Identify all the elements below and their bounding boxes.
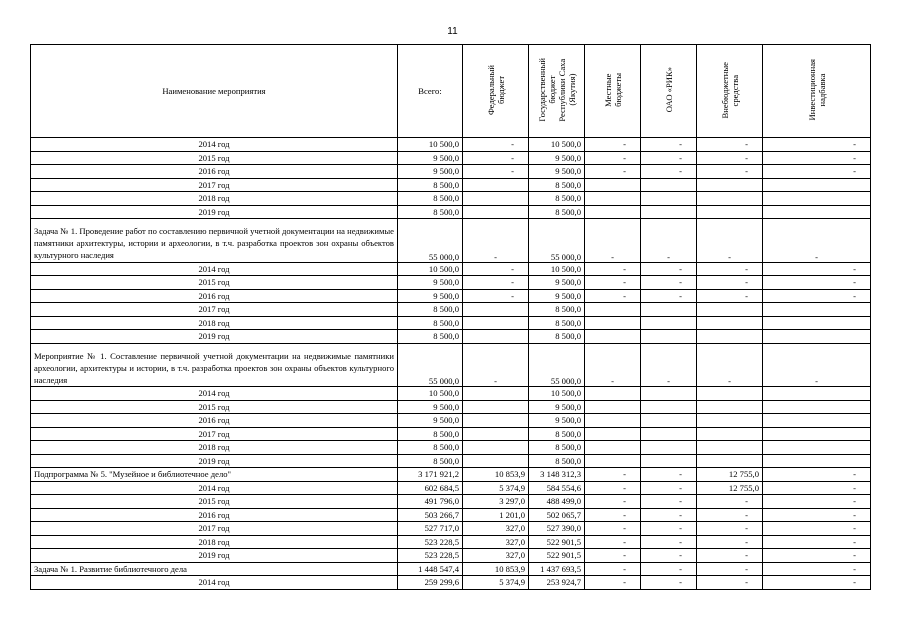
- cell-inv: -: [763, 468, 871, 482]
- cell-rep: 522 901,5: [529, 535, 585, 549]
- cell-off: -: [697, 495, 763, 509]
- cell-total: 10 500,0: [398, 138, 463, 152]
- cell-loc: -: [585, 562, 641, 576]
- cell-fed: 10 853,9: [463, 468, 529, 482]
- cell-total: 8 500,0: [398, 192, 463, 206]
- cell-loc: [585, 330, 641, 344]
- cell-off: -: [697, 522, 763, 536]
- cell-rik: [641, 316, 697, 330]
- cell-off: [697, 330, 763, 344]
- cell-fed: [463, 400, 529, 414]
- row-label: 2018 год: [31, 441, 398, 455]
- cell-rik: -: [641, 276, 697, 290]
- cell-rik: -: [641, 343, 697, 387]
- cell-loc: [585, 427, 641, 441]
- cell-off: -: [697, 535, 763, 549]
- cell-rep: 9 500,0: [529, 151, 585, 165]
- table-row: [31, 387, 871, 401]
- cell-total: 602 684,5: [398, 481, 463, 495]
- cell-fed: -: [463, 151, 529, 165]
- cell-off: [697, 303, 763, 317]
- cell-rep: 8 500,0: [529, 178, 585, 192]
- cell-fed: 327,0: [463, 549, 529, 563]
- row-label: 2017 год: [31, 522, 398, 536]
- cell-fed: -: [463, 262, 529, 276]
- cell-off: -: [697, 508, 763, 522]
- table-row: [31, 427, 871, 441]
- cell-rik: -: [641, 549, 697, 563]
- cell-rik: -: [641, 165, 697, 179]
- table-row: [31, 138, 871, 152]
- cell-rik: -: [641, 481, 697, 495]
- row-label: 2015 год: [31, 495, 398, 509]
- cell-inv: -: [763, 535, 871, 549]
- row-label: 2016 год: [31, 414, 398, 428]
- row-label: 2016 год: [31, 289, 398, 303]
- cell-rep: 8 500,0: [529, 192, 585, 206]
- cell-fed: [463, 414, 529, 428]
- cell-rik: -: [641, 522, 697, 536]
- cell-fed: [463, 205, 529, 219]
- cell-fed: [463, 427, 529, 441]
- row-label: 2017 год: [31, 178, 398, 192]
- cell-rik: -: [641, 576, 697, 590]
- cell-loc: [585, 316, 641, 330]
- cell-loc: -: [585, 289, 641, 303]
- cell-fed: -: [463, 219, 529, 263]
- cell-rep: 10 500,0: [529, 387, 585, 401]
- cell-total: 491 796,0: [398, 495, 463, 509]
- cell-rep: 8 500,0: [529, 330, 585, 344]
- cell-rik: [641, 178, 697, 192]
- budget-table: [30, 44, 871, 590]
- header-offbudget: Внебюджетные средства: [697, 45, 763, 138]
- cell-rik: [641, 454, 697, 468]
- header-invest: Инвестиционная надбавка: [763, 45, 871, 138]
- cell-total: 8 500,0: [398, 427, 463, 441]
- cell-inv: -: [763, 262, 871, 276]
- row-label: 2018 год: [31, 316, 398, 330]
- cell-rik: -: [641, 262, 697, 276]
- cell-inv: -: [763, 562, 871, 576]
- cell-off: [697, 441, 763, 455]
- cell-loc: -: [585, 576, 641, 590]
- cell-total: 259 299,6: [398, 576, 463, 590]
- cell-loc: [585, 387, 641, 401]
- cell-rep: 502 065,7: [529, 508, 585, 522]
- cell-loc: -: [585, 262, 641, 276]
- cell-total: 9 500,0: [398, 289, 463, 303]
- page-number: 11: [447, 26, 458, 37]
- cell-off: 12 755,0: [697, 481, 763, 495]
- cell-fed: [463, 192, 529, 206]
- cell-inv: -: [763, 508, 871, 522]
- cell-rep: 253 924,7: [529, 576, 585, 590]
- table-row: [31, 522, 871, 536]
- table-row: [31, 178, 871, 192]
- cell-fed: -: [463, 276, 529, 290]
- row-label: 2019 год: [31, 330, 398, 344]
- cell-off: [697, 414, 763, 428]
- cell-rep: 55 000,0: [529, 343, 585, 387]
- cell-fed: -: [463, 343, 529, 387]
- cell-inv: -: [763, 576, 871, 590]
- cell-rep: 9 500,0: [529, 414, 585, 428]
- cell-off: [697, 205, 763, 219]
- cell-rep: 8 500,0: [529, 205, 585, 219]
- cell-inv: -: [763, 481, 871, 495]
- cell-total: 9 500,0: [398, 414, 463, 428]
- cell-rik: -: [641, 151, 697, 165]
- cell-rik: [641, 192, 697, 206]
- cell-rik: -: [641, 495, 697, 509]
- cell-inv: -: [763, 219, 871, 263]
- cell-rik: [641, 427, 697, 441]
- cell-off: -: [697, 576, 763, 590]
- row-label: 2019 год: [31, 205, 398, 219]
- cell-rik: [641, 400, 697, 414]
- cell-loc: -: [585, 495, 641, 509]
- header-rik: ОАО «РИК»: [641, 45, 697, 138]
- table-row: [31, 400, 871, 414]
- cell-off: 12 755,0: [697, 468, 763, 482]
- cell-rik: [641, 303, 697, 317]
- row-label: 2019 год: [31, 454, 398, 468]
- cell-total: 8 500,0: [398, 316, 463, 330]
- cell-off: -: [697, 549, 763, 563]
- table-row: [31, 454, 871, 468]
- cell-inv: [763, 387, 871, 401]
- cell-total: 523 228,5: [398, 549, 463, 563]
- cell-loc: [585, 414, 641, 428]
- cell-rep: 522 901,5: [529, 549, 585, 563]
- cell-rik: -: [641, 468, 697, 482]
- table-row: [31, 330, 871, 344]
- cell-total: 523 228,5: [398, 535, 463, 549]
- cell-loc: -: [585, 343, 641, 387]
- cell-total: 8 500,0: [398, 205, 463, 219]
- cell-inv: [763, 205, 871, 219]
- header-name: Наименование мероприятия: [31, 45, 398, 138]
- table-row: [31, 165, 871, 179]
- cell-loc: -: [585, 138, 641, 152]
- row-label: 2017 год: [31, 427, 398, 441]
- cell-inv: [763, 414, 871, 428]
- table-row: [31, 495, 871, 509]
- table-row: [31, 262, 871, 276]
- cell-inv: [763, 400, 871, 414]
- row-label: 2018 год: [31, 535, 398, 549]
- cell-rik: [641, 441, 697, 455]
- cell-loc: -: [585, 276, 641, 290]
- row-label: 2016 год: [31, 165, 398, 179]
- cell-total: 10 500,0: [398, 262, 463, 276]
- cell-rep: 9 500,0: [529, 276, 585, 290]
- cell-total: 8 500,0: [398, 178, 463, 192]
- cell-inv: -: [763, 151, 871, 165]
- table-row: [31, 316, 871, 330]
- cell-total: 8 500,0: [398, 330, 463, 344]
- row-label: 2017 год: [31, 303, 398, 317]
- table-row: [31, 549, 871, 563]
- cell-fed: [463, 316, 529, 330]
- cell-loc: [585, 400, 641, 414]
- cell-total: 8 500,0: [398, 303, 463, 317]
- cell-rep: 584 554,6: [529, 481, 585, 495]
- cell-fed: [463, 330, 529, 344]
- cell-loc: [585, 178, 641, 192]
- cell-fed: -: [463, 138, 529, 152]
- cell-rep: 9 500,0: [529, 165, 585, 179]
- cell-off: [697, 454, 763, 468]
- cell-inv: -: [763, 343, 871, 387]
- cell-total: 9 500,0: [398, 151, 463, 165]
- cell-off: -: [697, 151, 763, 165]
- cell-total: 10 500,0: [398, 387, 463, 401]
- cell-inv: -: [763, 289, 871, 303]
- cell-rik: [641, 387, 697, 401]
- row-label: 2019 год: [31, 549, 398, 563]
- cell-rik: -: [641, 535, 697, 549]
- row-label: 2018 год: [31, 192, 398, 206]
- table-row: [31, 414, 871, 428]
- cell-rep: 8 500,0: [529, 316, 585, 330]
- row-label: 2015 год: [31, 400, 398, 414]
- cell-rep: 9 500,0: [529, 289, 585, 303]
- cell-inv: -: [763, 522, 871, 536]
- cell-rep: 488 499,0: [529, 495, 585, 509]
- cell-inv: [763, 454, 871, 468]
- cell-rep: 8 500,0: [529, 303, 585, 317]
- task-row: [31, 219, 871, 263]
- row-label: 2015 год: [31, 151, 398, 165]
- cell-rik: -: [641, 562, 697, 576]
- row-label: 2014 год: [31, 387, 398, 401]
- cell-rep: 8 500,0: [529, 427, 585, 441]
- cell-rep: 9 500,0: [529, 400, 585, 414]
- cell-inv: [763, 192, 871, 206]
- cell-total: 55 000,0: [398, 343, 463, 387]
- cell-off: -: [697, 289, 763, 303]
- cell-fed: 1 201,0: [463, 508, 529, 522]
- cell-rep: 55 000,0: [529, 219, 585, 263]
- cell-off: -: [697, 262, 763, 276]
- cell-rep: 10 500,0: [529, 138, 585, 152]
- cell-total: 9 500,0: [398, 276, 463, 290]
- cell-off: -: [697, 138, 763, 152]
- header-federal: Федеральный бюджет: [463, 45, 529, 138]
- row-label: 2016 год: [31, 508, 398, 522]
- cell-rik: -: [641, 138, 697, 152]
- cell-loc: -: [585, 481, 641, 495]
- table-row: [31, 289, 871, 303]
- header-republic: Государственный бюджет Республики Саха (Якутия): [529, 45, 585, 138]
- cell-inv: [763, 316, 871, 330]
- table-row: [31, 576, 871, 590]
- cell-off: [697, 192, 763, 206]
- cell-total: 8 500,0: [398, 454, 463, 468]
- cell-off: [697, 387, 763, 401]
- row-label: Мероприятие № 1. Составление первичной учетной документации на недвижимые памятники археологии, архитектуры и истории, в т.ч. разработка проектов зон охраны объектов культурного наследия: [31, 343, 398, 387]
- cell-rik: [641, 330, 697, 344]
- cell-inv: -: [763, 138, 871, 152]
- row-label: 2015 год: [31, 276, 398, 290]
- cell-fed: 3 297,0: [463, 495, 529, 509]
- cell-off: -: [697, 343, 763, 387]
- cell-fed: 5 374,9: [463, 576, 529, 590]
- row-label: 2014 год: [31, 481, 398, 495]
- cell-fed: [463, 387, 529, 401]
- header-row: [31, 45, 871, 138]
- subprogram-row: [31, 468, 871, 482]
- cell-inv: [763, 427, 871, 441]
- cell-rep: 527 390,0: [529, 522, 585, 536]
- cell-loc: -: [585, 535, 641, 549]
- cell-rep: 8 500,0: [529, 454, 585, 468]
- cell-loc: [585, 303, 641, 317]
- row-label: 2014 год: [31, 262, 398, 276]
- cell-rep: 1 437 693,5: [529, 562, 585, 576]
- cell-off: -: [697, 276, 763, 290]
- cell-total: 3 171 921,2: [398, 468, 463, 482]
- cell-off: -: [697, 562, 763, 576]
- cell-loc: [585, 454, 641, 468]
- header-local: Местные бюджеты: [585, 45, 641, 138]
- cell-fed: -: [463, 289, 529, 303]
- cell-rik: -: [641, 289, 697, 303]
- cell-rik: [641, 205, 697, 219]
- table-row: [31, 276, 871, 290]
- table-row: [31, 303, 871, 317]
- cell-fed: 327,0: [463, 522, 529, 536]
- cell-total: 8 500,0: [398, 441, 463, 455]
- cell-rep: 3 148 312,3: [529, 468, 585, 482]
- cell-fed: -: [463, 165, 529, 179]
- cell-fed: 5 374,9: [463, 481, 529, 495]
- cell-fed: 327,0: [463, 535, 529, 549]
- cell-off: [697, 400, 763, 414]
- row-label: 2014 год: [31, 138, 398, 152]
- cell-total: 9 500,0: [398, 400, 463, 414]
- cell-total: 9 500,0: [398, 165, 463, 179]
- cell-inv: -: [763, 165, 871, 179]
- cell-off: -: [697, 165, 763, 179]
- cell-rep: 10 500,0: [529, 262, 585, 276]
- cell-inv: [763, 178, 871, 192]
- cell-loc: [585, 192, 641, 206]
- cell-total: 55 000,0: [398, 219, 463, 263]
- cell-inv: [763, 303, 871, 317]
- cell-inv: [763, 441, 871, 455]
- cell-loc: -: [585, 522, 641, 536]
- cell-rik: -: [641, 219, 697, 263]
- row-label: Подпрограмма № 5. "Музейное и библиотечное дело": [31, 468, 398, 482]
- cell-off: [697, 316, 763, 330]
- cell-fed: [463, 454, 529, 468]
- measure-row: [31, 343, 871, 387]
- cell-fed: [463, 303, 529, 317]
- row-label: Задача № 1. Развитие библиотечного дела: [31, 562, 398, 576]
- cell-total: 503 266,7: [398, 508, 463, 522]
- cell-loc: -: [585, 151, 641, 165]
- cell-loc: -: [585, 165, 641, 179]
- cell-total: 1 448 547,4: [398, 562, 463, 576]
- table-row: [31, 535, 871, 549]
- cell-rik: -: [641, 508, 697, 522]
- cell-inv: [763, 330, 871, 344]
- cell-loc: -: [585, 468, 641, 482]
- cell-fed: 10 853,9: [463, 562, 529, 576]
- cell-loc: -: [585, 549, 641, 563]
- cell-rik: [641, 414, 697, 428]
- table-row: [31, 508, 871, 522]
- table-row: [31, 481, 871, 495]
- cell-rep: 8 500,0: [529, 441, 585, 455]
- table-row: [31, 192, 871, 206]
- cell-loc: [585, 441, 641, 455]
- table-row: [31, 441, 871, 455]
- cell-off: [697, 427, 763, 441]
- cell-loc: -: [585, 508, 641, 522]
- cell-loc: [585, 205, 641, 219]
- table-row: [31, 151, 871, 165]
- cell-fed: [463, 178, 529, 192]
- cell-inv: -: [763, 495, 871, 509]
- cell-inv: -: [763, 276, 871, 290]
- row-label: Задача № 1. Проведение работ по составлению первичной учетной документации на недвижимые памятники архитектуры, истории и археологии, в т.ч. разработка проектов зон охраны объектов культурного наследия: [31, 219, 398, 263]
- row-label: 2014 год: [31, 576, 398, 590]
- cell-off: [697, 178, 763, 192]
- task-row: [31, 562, 871, 576]
- cell-loc: -: [585, 219, 641, 263]
- cell-inv: -: [763, 549, 871, 563]
- cell-fed: [463, 441, 529, 455]
- table-row: [31, 205, 871, 219]
- cell-off: -: [697, 219, 763, 263]
- header-total: Всего:: [398, 45, 463, 138]
- cell-total: 527 717,0: [398, 522, 463, 536]
